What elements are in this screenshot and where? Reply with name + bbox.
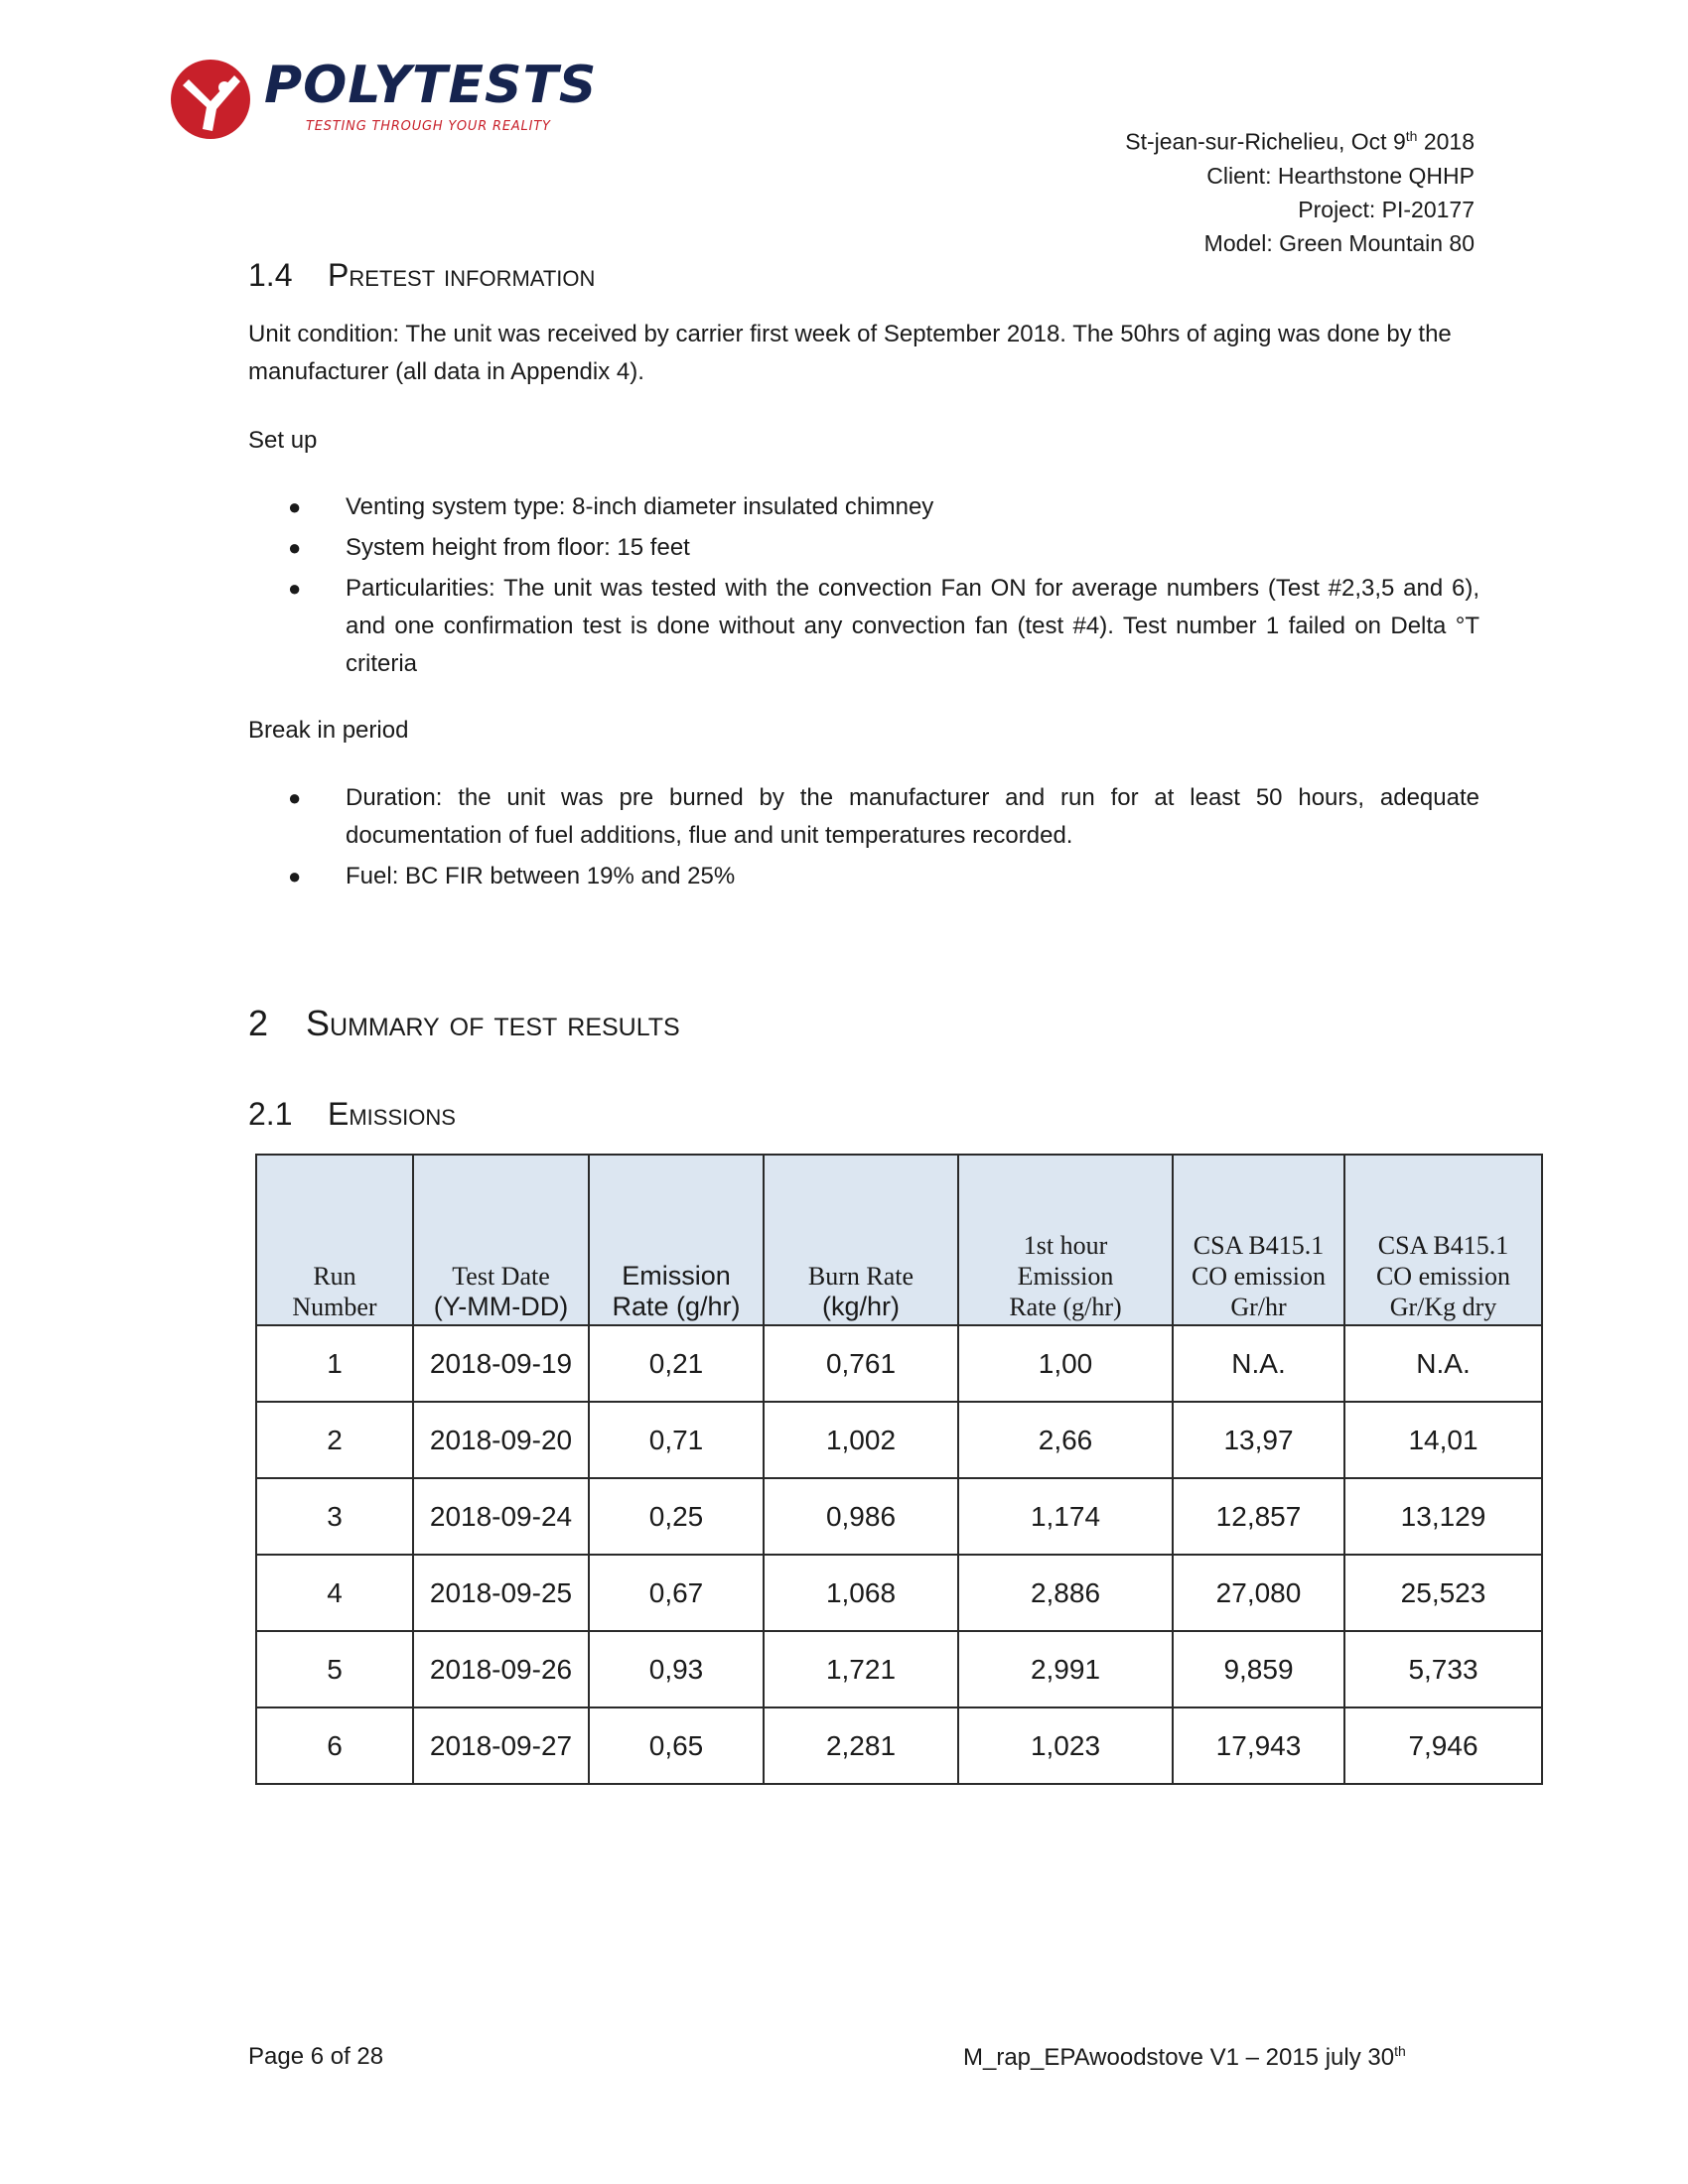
client-line: Client: Hearthstone QHHP xyxy=(1206,162,1475,189)
table-cell: 2018-09-26 xyxy=(413,1631,589,1707)
table-cell: 13,97 xyxy=(1173,1402,1344,1478)
table-cell: 3 xyxy=(256,1478,413,1555)
table-cell: 2,66 xyxy=(958,1402,1173,1478)
project-line: Project: PI-20177 xyxy=(1298,196,1475,222)
table-cell: 1,721 xyxy=(764,1631,958,1707)
table-cell: 5,733 xyxy=(1344,1631,1542,1707)
table-cell: 5 xyxy=(256,1631,413,1707)
table-row xyxy=(256,1402,1542,1478)
table-cell: 0,71 xyxy=(589,1402,764,1478)
table-row xyxy=(256,1478,1542,1555)
table-cell: 1,023 xyxy=(958,1707,1173,1784)
table-cell: 1,00 xyxy=(958,1325,1173,1402)
table-cell: 2018-09-24 xyxy=(413,1478,589,1555)
break-in-list xyxy=(288,779,1479,898)
table-header-row xyxy=(256,1155,1542,1325)
table-cell: 4 xyxy=(256,1555,413,1631)
document-reference xyxy=(963,2043,1406,2072)
table-cell: 7,946 xyxy=(1344,1707,1542,1784)
table-row xyxy=(256,1631,1542,1707)
list-item-text: System height from floor: 15 feet xyxy=(346,534,690,561)
table-cell: 12,857 xyxy=(1173,1478,1344,1555)
bullet-icon: ● xyxy=(288,494,302,519)
logo-figure-icon xyxy=(169,58,252,141)
header-burn-rate: Burn Rate (kg/hr) xyxy=(764,1155,958,1325)
table-cell: 13,129 xyxy=(1344,1478,1542,1555)
header-co-emission-gr-kg: CSA B415.1 CO emission Gr/Kg dry xyxy=(1344,1155,1542,1325)
break-in-label: Break in period xyxy=(248,717,409,744)
emissions-table xyxy=(255,1154,1543,1785)
bullet-icon: ● xyxy=(288,535,302,560)
section-heading-2 xyxy=(248,1003,680,1044)
header-emission-rate: Emission Rate (g/hr) xyxy=(589,1155,764,1325)
logo-wordmark: POLYTESTS xyxy=(264,56,598,115)
date-suffix: th xyxy=(1405,128,1418,144)
table-cell: 27,080 xyxy=(1173,1555,1344,1631)
year: 2018 xyxy=(1417,128,1475,155)
table-cell: 25,523 xyxy=(1344,1555,1542,1631)
section-number: 2 xyxy=(248,1003,269,1043)
table-cell: 1,174 xyxy=(958,1478,1173,1555)
list-item-text: Venting system type: 8-inch diameter insulated chimney xyxy=(346,493,934,520)
document-reference-suffix: th xyxy=(1394,2043,1406,2059)
table-cell: 0,65 xyxy=(589,1707,764,1784)
table-row xyxy=(256,1555,1542,1631)
section-heading-1-4 xyxy=(248,257,595,294)
list-item xyxy=(288,779,1479,855)
table-cell: 2,991 xyxy=(958,1631,1173,1707)
table-cell: 9,859 xyxy=(1173,1631,1344,1707)
table-cell: N.A. xyxy=(1173,1325,1344,1402)
header-first-hour-emission: 1st hour Emission Rate (g/hr) xyxy=(958,1155,1173,1325)
table-cell: 2 xyxy=(256,1402,413,1478)
table-cell: 2018-09-20 xyxy=(413,1402,589,1478)
section-number: 2.1 xyxy=(248,1096,293,1132)
table-row xyxy=(256,1325,1542,1402)
table-cell: 17,943 xyxy=(1173,1707,1344,1784)
list-item xyxy=(288,529,1479,567)
bullet-icon: ● xyxy=(288,576,302,601)
bullet-icon: ● xyxy=(288,864,302,888)
location-date-line xyxy=(1125,119,1475,159)
list-item-text: Duration: the unit was pre burned by the manufacturer and run for at least 50 hours, adequate documentation of fuel additions, flue and unit temperatures recorded. xyxy=(346,784,1479,849)
header-test-date: Test Date (Y-MM-DD) xyxy=(413,1155,589,1325)
section-title: Pretest information xyxy=(328,257,596,293)
list-item xyxy=(288,858,1479,895)
list-item-text: Particularities: The unit was tested with the convection Fan ON for average numbers (Test #2,3,5 and 6), and one confirmation test is done without any convection fan (test #4). Test number 1 failed on Delta °T criteria xyxy=(346,575,1479,677)
company-logo xyxy=(169,56,626,145)
page-number: Page 6 of 28 xyxy=(248,2043,384,2070)
table-cell: N.A. xyxy=(1344,1325,1542,1402)
table-cell: 2018-09-19 xyxy=(413,1325,589,1402)
list-item xyxy=(288,488,1479,526)
logo-tagline: TESTING THROUGH YOUR REALITY xyxy=(306,119,551,134)
table-body xyxy=(256,1325,1542,1784)
location-date: St-jean-sur-Richelieu, Oct 9 xyxy=(1125,128,1406,155)
table-cell: 2018-09-25 xyxy=(413,1555,589,1631)
section-title: Summary of test results xyxy=(306,1003,680,1043)
table-cell: 2018-09-27 xyxy=(413,1707,589,1784)
header-run-number: Run Number xyxy=(256,1155,413,1325)
section-number: 1.4 xyxy=(248,257,293,293)
table-cell: 2,886 xyxy=(958,1555,1173,1631)
table-cell: 6 xyxy=(256,1707,413,1784)
document-reference-text: M_rap_EPAwoodstove V1 – 2015 july 30 xyxy=(963,2044,1395,2071)
model-line: Model: Green Mountain 80 xyxy=(1203,229,1475,256)
header-info xyxy=(1125,119,1475,260)
table-cell: 2,281 xyxy=(764,1707,958,1784)
header-co-emission-gr-hr: CSA B415.1 CO emission Gr/hr xyxy=(1173,1155,1344,1325)
list-item-text: Fuel: BC FIR between 19% and 25% xyxy=(346,863,736,889)
table-cell: 0,986 xyxy=(764,1478,958,1555)
table-cell: 0,25 xyxy=(589,1478,764,1555)
setup-list xyxy=(288,488,1479,686)
table-cell: 1,068 xyxy=(764,1555,958,1631)
table-cell: 0,67 xyxy=(589,1555,764,1631)
table-cell: 1 xyxy=(256,1325,413,1402)
table-cell: 0,21 xyxy=(589,1325,764,1402)
setup-label: Set up xyxy=(248,427,318,454)
section-title: Emissions xyxy=(328,1096,456,1132)
table-cell: 0,93 xyxy=(589,1631,764,1707)
table-row xyxy=(256,1707,1542,1784)
table-cell: 1,002 xyxy=(764,1402,958,1478)
table-cell: 0,761 xyxy=(764,1325,958,1402)
list-item xyxy=(288,570,1479,683)
bullet-icon: ● xyxy=(288,785,302,810)
table-cell: 14,01 xyxy=(1344,1402,1542,1478)
section-heading-2-1 xyxy=(248,1096,456,1133)
unit-condition-paragraph: Unit condition: The unit was received by carrier first week of September 2018. The 50hrs of aging was done by the manufacturer (all data in Appendix 4). xyxy=(248,321,1452,385)
